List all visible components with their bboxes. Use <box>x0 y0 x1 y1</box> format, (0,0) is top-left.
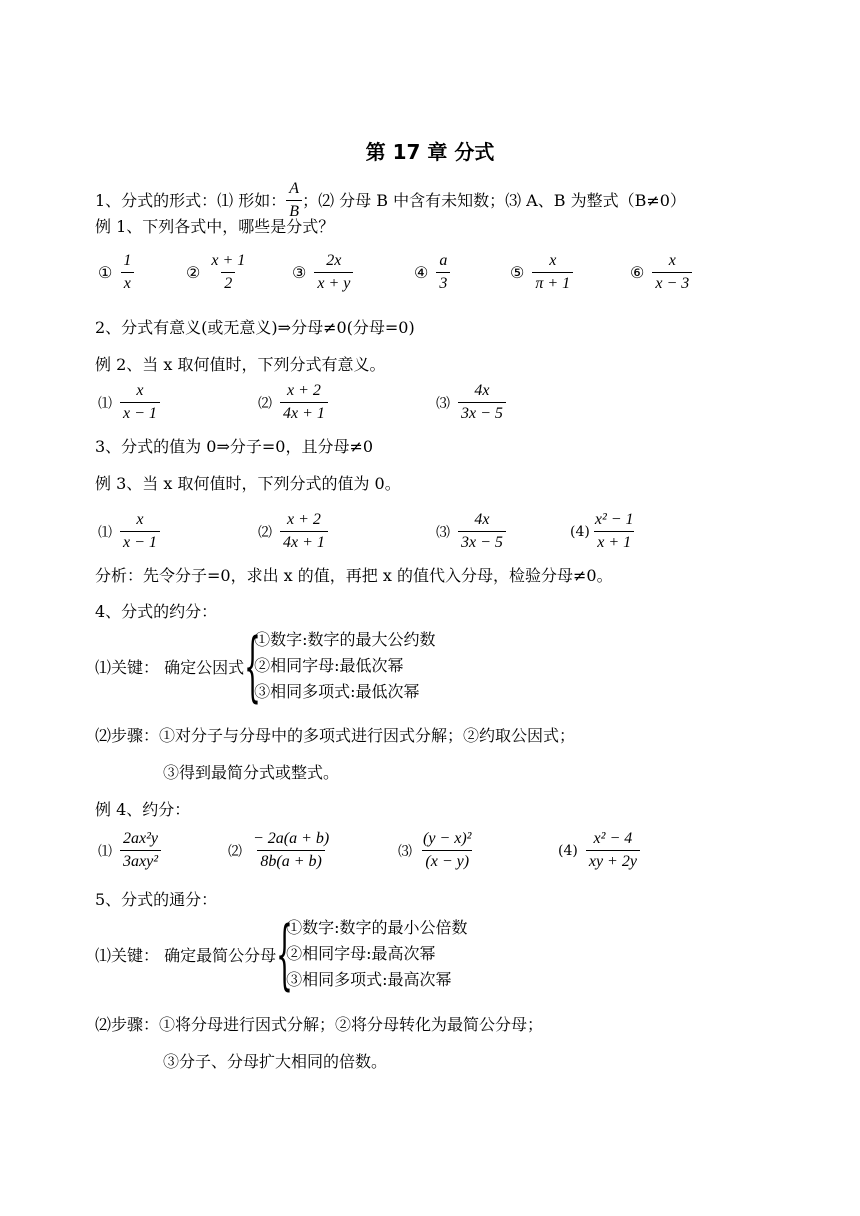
numerator: − 2a(a + b) <box>253 830 330 847</box>
analysis-text: 分析：先令分子=0，求出 x 的值，再把 x 的值代入分母，检验分母≠0。 <box>95 566 613 585</box>
numerator: x² − 4 <box>593 830 633 847</box>
item-label: ④ <box>414 263 429 282</box>
section-4-key-label: ⑴关键： 确定公因式 <box>95 657 245 677</box>
numerator: x <box>668 252 676 269</box>
numerator: 4x <box>474 382 490 399</box>
item-label: ⑶ <box>398 843 412 860</box>
left-brace-icon: { <box>276 909 294 998</box>
section-5-key-group <box>95 909 468 998</box>
denominator: 3axy² <box>120 850 161 871</box>
numerator: x + 2 <box>287 511 321 528</box>
denominator: x + y <box>314 272 353 293</box>
numerator: a <box>439 252 448 269</box>
fraction <box>458 511 506 552</box>
fraction <box>120 830 161 871</box>
section-4-key-group <box>95 621 436 710</box>
section-4-key-list <box>254 627 435 705</box>
numerator: (y − x)² <box>423 830 472 847</box>
numerator: x <box>136 511 144 528</box>
numerator: 2ax²y <box>123 830 158 847</box>
numerator: 2x <box>326 252 342 269</box>
denominator: 3x − 5 <box>458 402 506 423</box>
section-5-step-1: ⑵步骤：①将分母进行因式分解；②将分母转化为最简公分母； <box>95 1015 544 1034</box>
list-item: ③相同多项式:最高次幂 <box>286 970 452 989</box>
item-label: ① <box>98 263 113 282</box>
ex3-item <box>258 511 328 552</box>
section-3: 3、分式的值为 0⇒分子=0，且分母≠0 <box>95 437 374 456</box>
numerator: 1 <box>123 252 132 269</box>
ex1-item <box>630 252 692 293</box>
denominator: (x − y) <box>422 850 472 871</box>
item-label: ⑵ <box>228 843 242 860</box>
section-5-heading: 5、分式的通分： <box>95 890 218 909</box>
item-label: (4) <box>570 523 590 540</box>
item-label: ⑴ <box>98 395 112 412</box>
ex2-item <box>258 382 328 423</box>
fraction <box>314 252 353 293</box>
fraction <box>250 830 332 871</box>
example-3-text: 例 3、当 x 取何值时，下列分式的值为 0。 <box>95 474 401 493</box>
section-2: 2、分式有意义(或无意义)⇒分母≠0(分母=0) <box>95 318 415 337</box>
ex4-item <box>398 830 474 871</box>
denominator: 3 <box>436 272 450 293</box>
denominator: x − 1 <box>120 531 160 552</box>
section-5-key-list <box>286 915 467 993</box>
fraction-a-over-b <box>286 180 302 221</box>
ex1-item <box>292 252 353 293</box>
numerator: 4x <box>474 511 490 528</box>
item-label: (4) <box>558 842 578 859</box>
fraction <box>120 511 160 552</box>
section-1-text-b: ；⑵ 分母 B 中含有未知数；⑶ A、B 为整式（B≠0） <box>302 190 686 210</box>
denominator: 4x + 1 <box>280 402 328 423</box>
section-5-key-label: ⑴关键： 确定最简公分母 <box>95 945 277 965</box>
ex4-item <box>228 830 332 871</box>
section-1-text-a: 1、分式的形式：⑴ 形如： <box>95 190 287 210</box>
section-4-heading: 4、分式的约分： <box>95 602 218 621</box>
example-4-text: 例 4、约分： <box>95 800 191 819</box>
item-label: ⑥ <box>630 263 645 282</box>
fraction <box>586 830 640 871</box>
item-label: ⑤ <box>510 263 525 282</box>
left-brace-icon: { <box>244 621 262 710</box>
ex3-item <box>570 511 637 552</box>
denominator: x <box>121 272 134 293</box>
section-4-step-2: ③得到最简分式或整式。 <box>163 763 340 782</box>
denominator: xy + 2y <box>586 850 640 871</box>
ex1-item <box>414 252 450 293</box>
page-title: 第 17 章 分式 <box>365 140 495 164</box>
fraction <box>280 511 328 552</box>
ex3-item <box>98 511 160 552</box>
fraction <box>652 252 692 293</box>
item-label: ⑵ <box>258 395 272 412</box>
section-4-step-1: ⑵步骤：①对分子与分母中的多项式进行因式分解；②约取公因式； <box>95 726 576 745</box>
ex2-item <box>436 382 506 423</box>
item-label: ③ <box>292 263 307 282</box>
section-1 <box>95 180 686 221</box>
fraction <box>532 252 573 293</box>
fraction <box>280 382 328 423</box>
item-label: ⑶ <box>436 395 450 412</box>
item-label: ⑶ <box>436 524 450 541</box>
numerator: x <box>549 252 557 269</box>
example-1-text: 例 1、下列各式中，哪些是分式？ <box>95 217 335 236</box>
denominator: 8b(a + b) <box>257 850 324 871</box>
ex4-item <box>98 830 161 871</box>
fraction <box>420 830 474 871</box>
denominator: x − 3 <box>652 272 692 293</box>
ex1-item <box>98 252 134 293</box>
list-item: ②相同字母:最低次幂 <box>254 656 404 675</box>
list-item: ②相同字母:最高次幂 <box>286 944 436 963</box>
numerator: x + 2 <box>287 382 321 399</box>
fraction <box>120 252 134 293</box>
item-label: ② <box>186 263 201 282</box>
ex3-item <box>436 511 506 552</box>
fraction <box>436 252 450 293</box>
item-label: ⑵ <box>258 524 272 541</box>
denominator: π + 1 <box>532 272 573 293</box>
ex4-item <box>558 830 640 871</box>
ex1-item <box>186 252 248 293</box>
denominator: 2 <box>221 272 235 293</box>
denominator: x + 1 <box>594 531 634 552</box>
numerator: x² − 1 <box>594 511 634 528</box>
list-item: ③相同多项式:最低次幂 <box>254 682 420 701</box>
ex1-item <box>510 252 573 293</box>
fraction-denominator: B <box>286 200 302 221</box>
numerator: x + 1 <box>211 252 246 269</box>
fraction <box>592 511 637 552</box>
item-label: ⑴ <box>98 843 112 860</box>
section-5-step-2: ③分子、分母扩大相同的倍数。 <box>163 1052 388 1071</box>
fraction-numerator: A <box>289 180 300 197</box>
list-item: ①数字:数字的最大公约数 <box>254 630 436 649</box>
ex2-item <box>98 382 160 423</box>
denominator: 3x − 5 <box>458 531 506 552</box>
denominator: x − 1 <box>120 402 160 423</box>
fraction <box>120 382 160 423</box>
item-label: ⑴ <box>98 524 112 541</box>
fraction <box>208 252 248 293</box>
numerator: x <box>136 382 144 399</box>
list-item: ①数字:数字的最小公倍数 <box>286 918 468 937</box>
denominator: 4x + 1 <box>280 531 328 552</box>
example-2-text: 例 2、当 x 取何值时，下列分式有意义。 <box>95 355 386 374</box>
fraction <box>458 382 506 423</box>
